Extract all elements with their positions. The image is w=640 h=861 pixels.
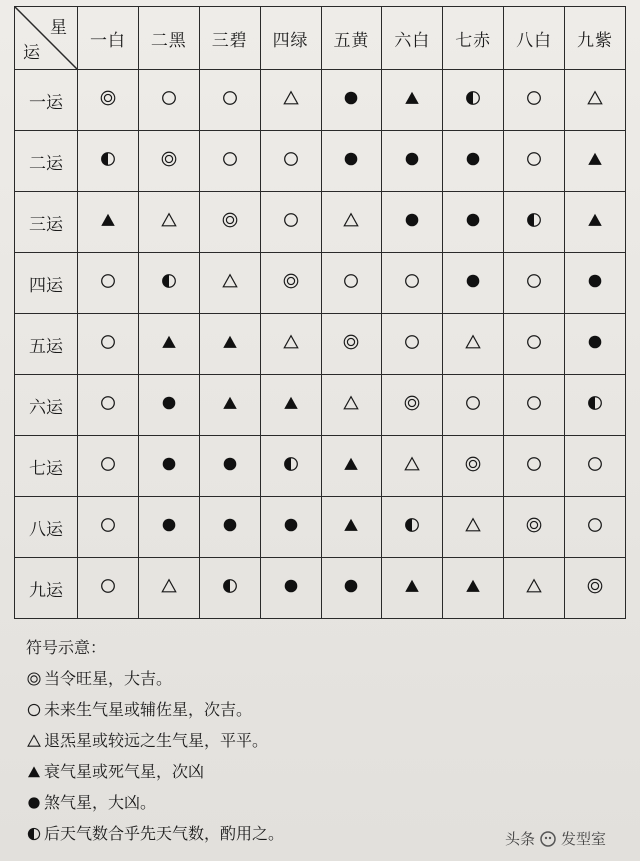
table-cell bbox=[199, 497, 260, 558]
corner-cell bbox=[15, 7, 78, 70]
filled-triangle-icon bbox=[403, 89, 421, 107]
table-cell bbox=[382, 497, 443, 558]
half-circle-icon bbox=[26, 826, 42, 842]
table-cell bbox=[260, 375, 321, 436]
table-cell bbox=[504, 314, 565, 375]
table-cell bbox=[78, 497, 139, 558]
table-cell bbox=[443, 131, 504, 192]
circle-icon bbox=[464, 394, 482, 412]
filled-circle-icon bbox=[464, 272, 482, 290]
filled-triangle-icon bbox=[282, 394, 300, 412]
table-cell bbox=[443, 70, 504, 131]
triangle-icon bbox=[403, 455, 421, 473]
table-cell bbox=[382, 253, 443, 314]
table-cell bbox=[138, 131, 199, 192]
column-header: 五黄 bbox=[321, 7, 382, 70]
table-cell bbox=[321, 436, 382, 497]
table-cell bbox=[382, 314, 443, 375]
filled-circle-icon bbox=[282, 577, 300, 595]
column-header: 二黑 bbox=[138, 7, 199, 70]
table-cell bbox=[382, 375, 443, 436]
table-cell bbox=[565, 314, 626, 375]
filled-circle-icon bbox=[160, 394, 178, 412]
table-cell bbox=[138, 375, 199, 436]
double-circle-icon bbox=[160, 150, 178, 168]
legend-text: 煞气星，大凶。 bbox=[44, 793, 157, 812]
table-cell bbox=[260, 314, 321, 375]
table-cell bbox=[565, 375, 626, 436]
filled-triangle-icon bbox=[403, 577, 421, 595]
table-row bbox=[15, 558, 626, 619]
table-row bbox=[15, 131, 626, 192]
table-row bbox=[15, 192, 626, 253]
double-circle-icon bbox=[342, 333, 360, 351]
watermark-prefix: 头条 bbox=[504, 830, 535, 848]
table-cell bbox=[138, 314, 199, 375]
row-header: 四运 bbox=[15, 253, 78, 314]
filled-circle-icon bbox=[586, 272, 604, 290]
filled-circle-icon bbox=[464, 150, 482, 168]
table-cell bbox=[565, 70, 626, 131]
watermark-logo-icon bbox=[539, 830, 557, 848]
table-cell bbox=[504, 70, 565, 131]
circle-icon bbox=[342, 272, 360, 290]
filled-triangle-icon bbox=[221, 394, 239, 412]
legend-text: 衰气星或死气星，次凶 bbox=[44, 762, 205, 781]
filled-circle-icon bbox=[342, 577, 360, 595]
circle-icon bbox=[160, 89, 178, 107]
filled-triangle-icon bbox=[342, 516, 360, 534]
filled-circle-icon bbox=[282, 516, 300, 534]
table-cell bbox=[199, 131, 260, 192]
circle-icon bbox=[99, 577, 117, 595]
filled-circle-icon bbox=[221, 455, 239, 473]
table-cell bbox=[321, 192, 382, 253]
table-cell bbox=[443, 192, 504, 253]
filled-triangle-icon bbox=[586, 211, 604, 229]
table-cell bbox=[382, 558, 443, 619]
table-cell bbox=[565, 497, 626, 558]
table-cell bbox=[382, 70, 443, 131]
table-cell bbox=[565, 192, 626, 253]
circle-icon bbox=[525, 272, 543, 290]
half-circle-icon bbox=[586, 394, 604, 412]
triangle-icon bbox=[221, 272, 239, 290]
triangle-icon bbox=[525, 577, 543, 595]
table-cell bbox=[504, 131, 565, 192]
table-cell bbox=[78, 192, 139, 253]
table-cell bbox=[504, 558, 565, 619]
double-circle-icon bbox=[525, 516, 543, 534]
double-circle-icon bbox=[221, 211, 239, 229]
filled-circle-icon bbox=[403, 150, 421, 168]
table-cell bbox=[78, 314, 139, 375]
table-cell bbox=[382, 436, 443, 497]
table-cell bbox=[321, 497, 382, 558]
table-cell bbox=[382, 131, 443, 192]
column-header: 七赤 bbox=[443, 7, 504, 70]
half-circle-icon bbox=[403, 516, 421, 534]
watermark-name: 发型室 bbox=[560, 830, 606, 848]
circle-icon bbox=[525, 333, 543, 351]
half-circle-icon bbox=[99, 150, 117, 168]
circle-icon bbox=[282, 211, 300, 229]
table-cell bbox=[199, 375, 260, 436]
column-header: 一白 bbox=[78, 7, 139, 70]
legend-item bbox=[26, 694, 284, 725]
table-row bbox=[15, 70, 626, 131]
triangle-icon bbox=[464, 333, 482, 351]
legend-item bbox=[26, 663, 284, 694]
table-cell bbox=[78, 558, 139, 619]
circle-icon bbox=[586, 516, 604, 534]
table-cell bbox=[321, 558, 382, 619]
table-row bbox=[15, 497, 626, 558]
triangle-icon bbox=[26, 733, 42, 749]
table-cell bbox=[443, 314, 504, 375]
half-circle-icon bbox=[525, 211, 543, 229]
filled-circle-icon bbox=[342, 89, 360, 107]
table-cell bbox=[443, 253, 504, 314]
circle-icon bbox=[221, 150, 239, 168]
legend-text: 后天气数合乎先天气数，酌用之。 bbox=[44, 824, 285, 843]
filled-circle-icon bbox=[464, 211, 482, 229]
table-row bbox=[15, 436, 626, 497]
half-circle-icon bbox=[160, 272, 178, 290]
legend-item bbox=[26, 725, 284, 756]
filled-triangle-icon bbox=[464, 577, 482, 595]
row-header: 三运 bbox=[15, 192, 78, 253]
triangle-icon bbox=[586, 89, 604, 107]
table-cell bbox=[199, 192, 260, 253]
circle-icon bbox=[26, 702, 42, 718]
filled-circle-icon bbox=[403, 211, 421, 229]
table-cell bbox=[504, 192, 565, 253]
table-cell bbox=[321, 314, 382, 375]
triangle-icon bbox=[342, 211, 360, 229]
triangle-icon bbox=[464, 516, 482, 534]
double-circle-icon bbox=[26, 671, 42, 687]
triangle-icon bbox=[342, 394, 360, 412]
table-cell bbox=[199, 314, 260, 375]
circle-icon bbox=[525, 150, 543, 168]
table-cell bbox=[78, 253, 139, 314]
table-cell bbox=[443, 558, 504, 619]
legend-title: 符号示意： bbox=[26, 638, 107, 657]
table-cell bbox=[321, 70, 382, 131]
column-header: 八白 bbox=[504, 7, 565, 70]
circle-icon bbox=[221, 89, 239, 107]
table-cell bbox=[260, 131, 321, 192]
double-circle-icon bbox=[586, 577, 604, 595]
circle-icon bbox=[99, 394, 117, 412]
corner-yun-label: 运 bbox=[23, 43, 40, 63]
table-header-row bbox=[15, 7, 626, 70]
triangle-icon bbox=[282, 89, 300, 107]
legend-text: 当令旺星，大吉。 bbox=[44, 669, 173, 688]
table-cell bbox=[199, 70, 260, 131]
triangle-icon bbox=[160, 577, 178, 595]
table-cell bbox=[138, 253, 199, 314]
table-cell bbox=[443, 497, 504, 558]
half-circle-icon bbox=[221, 577, 239, 595]
luck-star-table bbox=[14, 6, 626, 619]
triangle-icon bbox=[160, 211, 178, 229]
filled-circle-icon bbox=[160, 516, 178, 534]
circle-icon bbox=[282, 150, 300, 168]
filled-triangle-icon bbox=[99, 211, 117, 229]
circle-icon bbox=[525, 455, 543, 473]
table-cell bbox=[321, 131, 382, 192]
table-cell bbox=[199, 253, 260, 314]
circle-icon bbox=[403, 333, 421, 351]
table-cell bbox=[78, 436, 139, 497]
legend-text: 退炁星或较远之生气星，平平。 bbox=[44, 731, 269, 750]
table-cell bbox=[504, 253, 565, 314]
filled-circle-icon bbox=[586, 333, 604, 351]
table-cell bbox=[138, 70, 199, 131]
table-cell bbox=[138, 558, 199, 619]
column-header: 九紫 bbox=[565, 7, 626, 70]
filled-triangle-icon bbox=[221, 333, 239, 351]
column-header: 四绿 bbox=[260, 7, 321, 70]
filled-triangle-icon bbox=[586, 150, 604, 168]
table-cell bbox=[565, 253, 626, 314]
row-header: 六运 bbox=[15, 375, 78, 436]
symbol-legend bbox=[26, 632, 284, 849]
table-cell bbox=[138, 192, 199, 253]
double-circle-icon bbox=[464, 455, 482, 473]
table-row bbox=[15, 375, 626, 436]
table-cell bbox=[78, 131, 139, 192]
circle-icon bbox=[525, 394, 543, 412]
table-cell bbox=[565, 558, 626, 619]
table-cell bbox=[260, 436, 321, 497]
circle-icon bbox=[403, 272, 421, 290]
circle-icon bbox=[525, 89, 543, 107]
filled-triangle-icon bbox=[160, 333, 178, 351]
row-header: 一运 bbox=[15, 70, 78, 131]
table-cell bbox=[199, 436, 260, 497]
watermark bbox=[505, 828, 606, 849]
table-cell bbox=[565, 436, 626, 497]
row-header: 九运 bbox=[15, 558, 78, 619]
filled-triangle-icon bbox=[26, 764, 42, 780]
filled-circle-icon bbox=[160, 455, 178, 473]
corner-star-label: 星 bbox=[50, 18, 67, 38]
table-cell bbox=[260, 192, 321, 253]
table-cell bbox=[321, 253, 382, 314]
double-circle-icon bbox=[403, 394, 421, 412]
filled-circle-icon bbox=[342, 150, 360, 168]
table-cell bbox=[443, 375, 504, 436]
row-header: 二运 bbox=[15, 131, 78, 192]
legend-item bbox=[26, 818, 284, 849]
triangle-icon bbox=[282, 333, 300, 351]
table-cell bbox=[260, 497, 321, 558]
circle-icon bbox=[586, 455, 604, 473]
row-header: 七运 bbox=[15, 436, 78, 497]
table-cell bbox=[443, 436, 504, 497]
table-row bbox=[15, 253, 626, 314]
table-cell bbox=[260, 253, 321, 314]
row-header: 五运 bbox=[15, 314, 78, 375]
circle-icon bbox=[99, 516, 117, 534]
table-cell bbox=[260, 558, 321, 619]
table-cell bbox=[199, 558, 260, 619]
table-cell bbox=[138, 497, 199, 558]
double-circle-icon bbox=[282, 272, 300, 290]
filled-circle-icon bbox=[26, 795, 42, 811]
half-circle-icon bbox=[282, 455, 300, 473]
table-cell bbox=[321, 375, 382, 436]
column-header: 三碧 bbox=[199, 7, 260, 70]
circle-icon bbox=[99, 272, 117, 290]
table-cell bbox=[260, 70, 321, 131]
table-cell bbox=[504, 375, 565, 436]
filled-circle-icon bbox=[221, 516, 239, 534]
legend-item bbox=[26, 787, 284, 818]
table-cell bbox=[565, 131, 626, 192]
half-circle-icon bbox=[464, 89, 482, 107]
legend-text: 未来生气星或辅佐星，次吉。 bbox=[44, 700, 253, 719]
circle-icon bbox=[99, 455, 117, 473]
table-cell bbox=[78, 375, 139, 436]
filled-triangle-icon bbox=[342, 455, 360, 473]
double-circle-icon bbox=[99, 89, 117, 107]
table-cell bbox=[78, 70, 139, 131]
table-cell bbox=[382, 192, 443, 253]
table-cell bbox=[504, 497, 565, 558]
table-cell bbox=[138, 436, 199, 497]
table-row bbox=[15, 314, 626, 375]
row-header: 八运 bbox=[15, 497, 78, 558]
table-cell bbox=[504, 436, 565, 497]
column-header: 六白 bbox=[382, 7, 443, 70]
legend-item bbox=[26, 756, 284, 787]
circle-icon bbox=[99, 333, 117, 351]
